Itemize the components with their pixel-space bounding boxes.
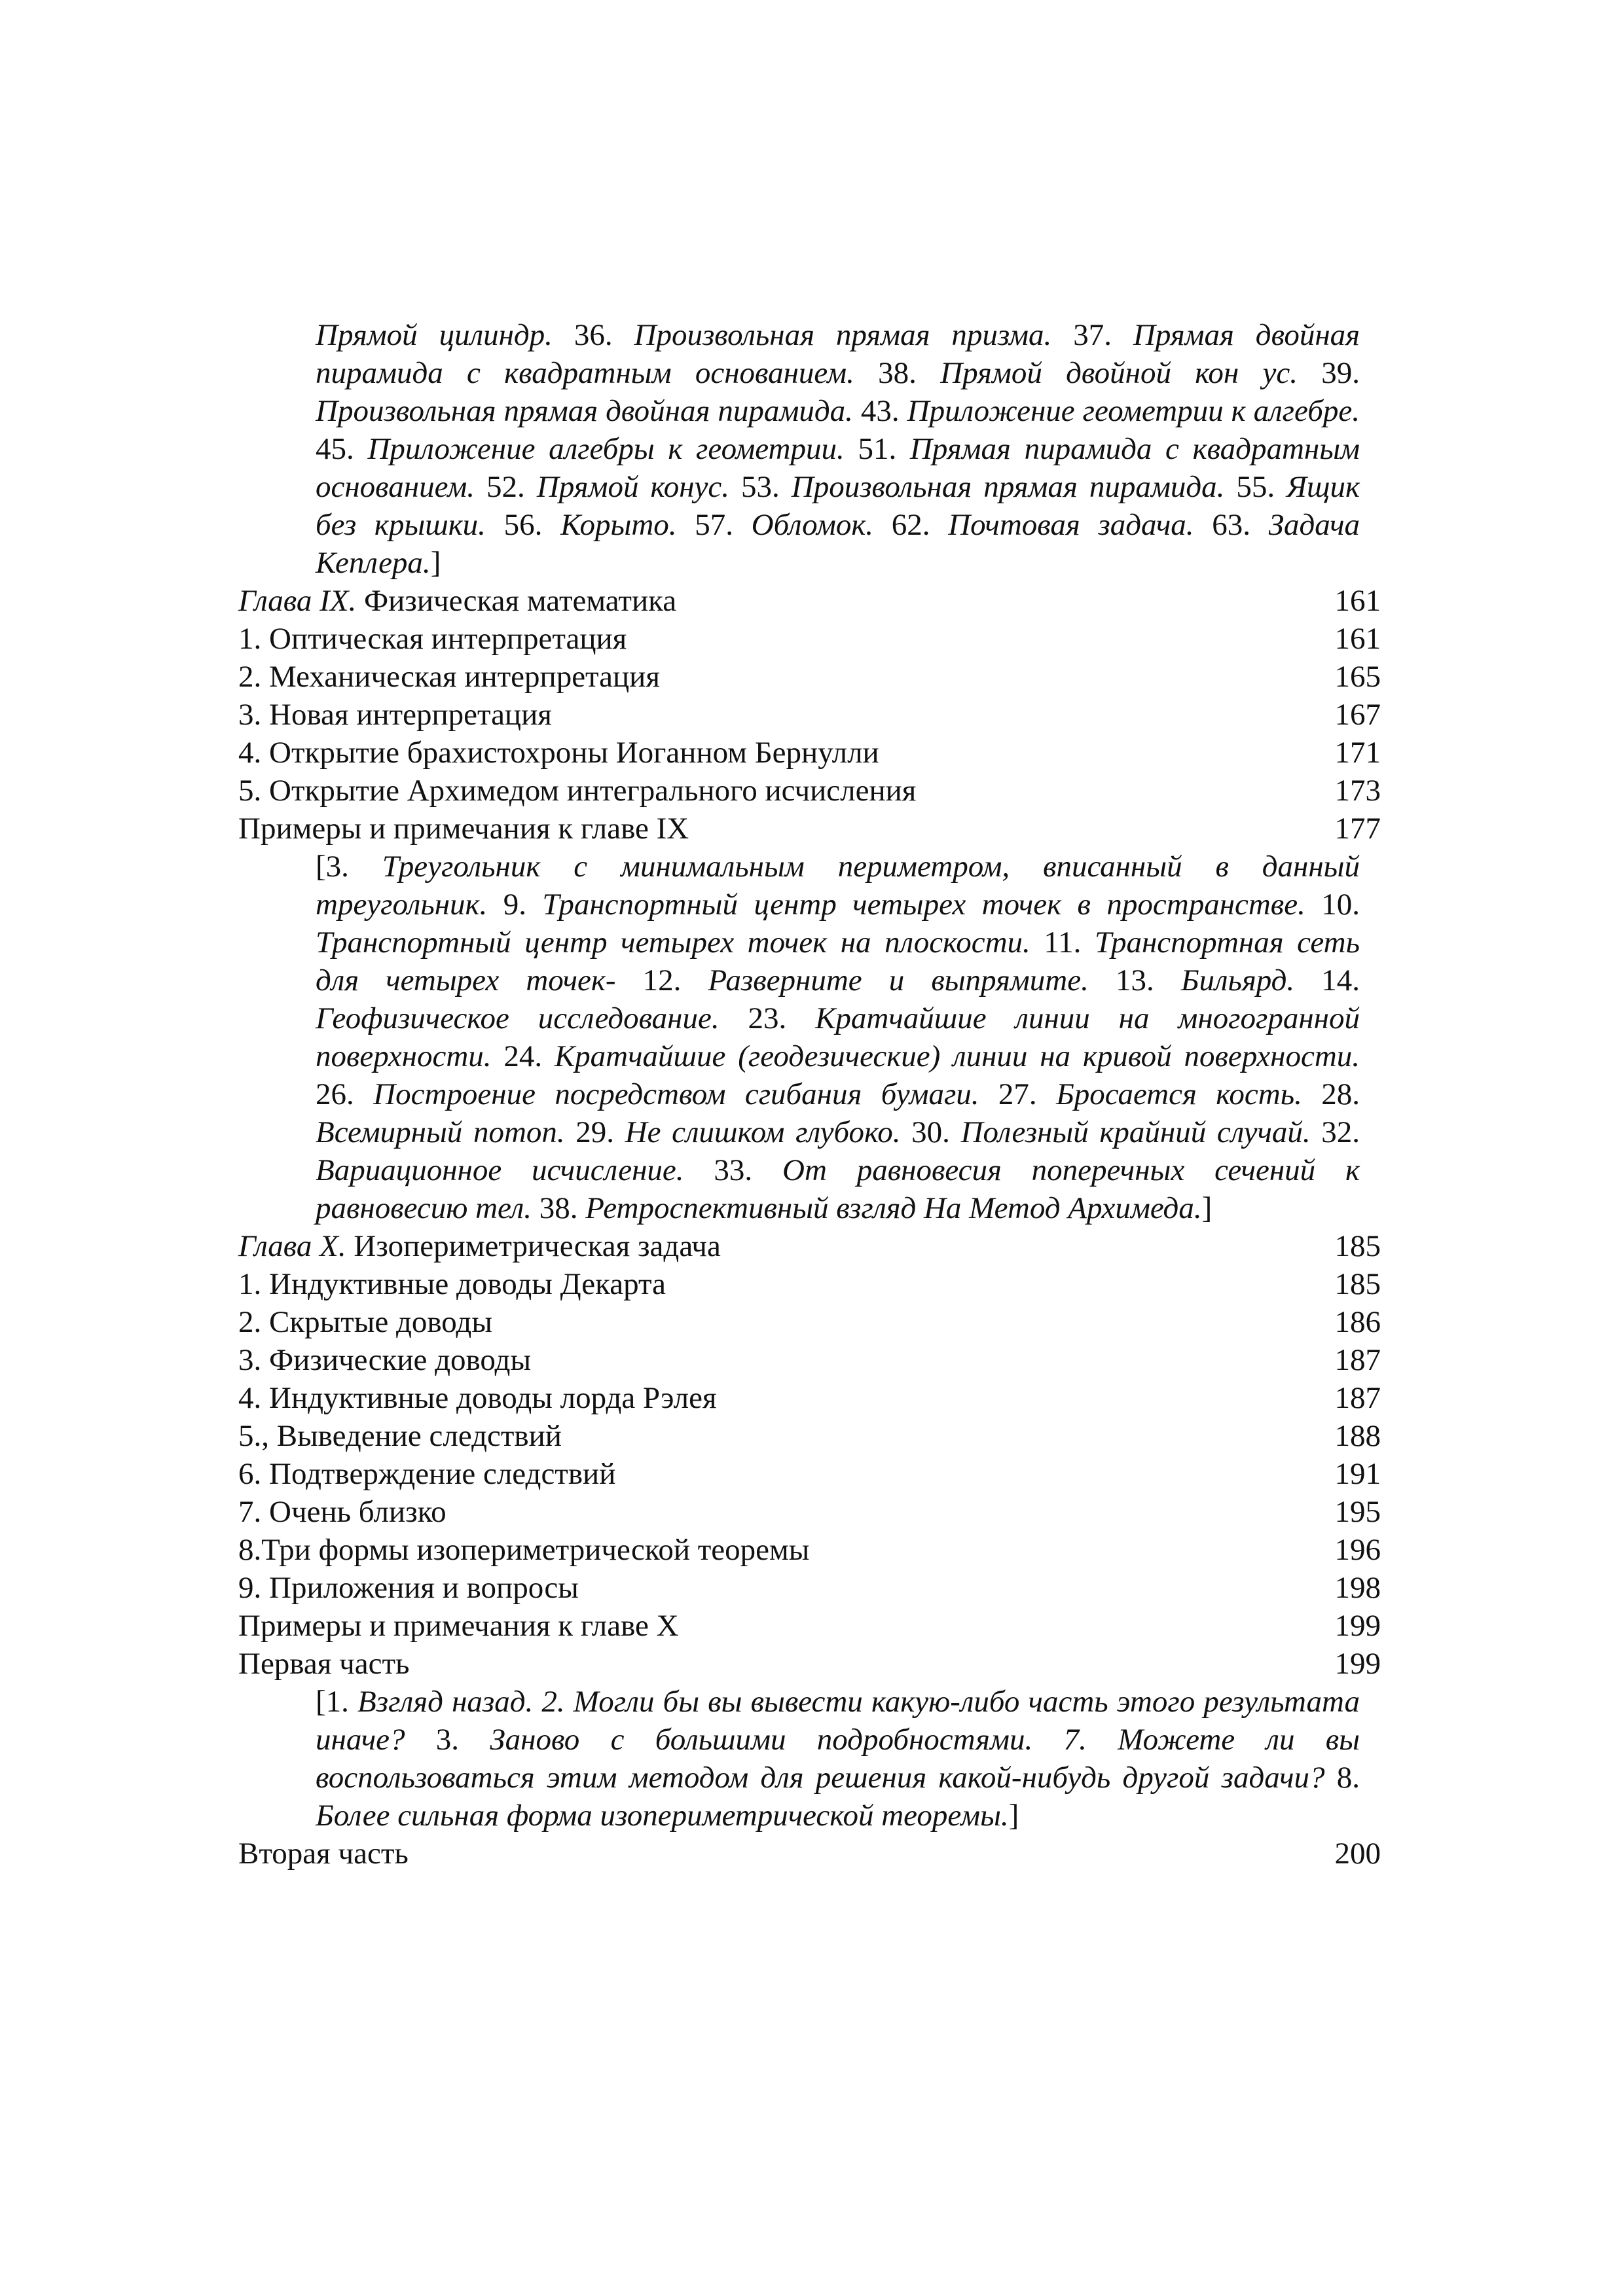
toc-page-number: 171 xyxy=(1334,736,1381,770)
toc-page-number: 173 xyxy=(1334,774,1381,808)
toc-page-number: 199 xyxy=(1334,1609,1381,1643)
toc-entry xyxy=(238,1531,1381,1569)
annotation-title: Почтовая задача. xyxy=(948,508,1194,542)
annotation-number: 29. xyxy=(564,1115,625,1149)
toc-page-number: 188 xyxy=(1334,1419,1381,1453)
annotation-number: 3. xyxy=(405,1723,490,1757)
annotation-title: Транспортная сеть для четырех точек- xyxy=(316,925,1360,997)
toc-page-number: 185 xyxy=(1334,1229,1381,1263)
toc-entry xyxy=(238,772,1381,810)
toc-annotation xyxy=(316,1683,1360,1835)
toc-entry-title xyxy=(238,658,660,696)
annotation-title: Взгляд назад. 2. Могли бы вы вывести какую-либо часть этого результата иначе? xyxy=(316,1685,1360,1757)
annotation-title: Всемирный потоп. xyxy=(316,1115,565,1149)
annotation-title: От равновесия поперечных сечений к равновесию тел. xyxy=(316,1153,1360,1225)
annotation-title: Ящик без крышки. xyxy=(316,470,1360,542)
toc-entry-text: 6. Подтверждение следствий xyxy=(238,1457,616,1491)
annotation-title: Бросается кость. xyxy=(1056,1077,1302,1111)
annotation-title: Транспортный центр четырех точек на плоскости. xyxy=(316,925,1030,960)
toc-entry-title xyxy=(238,810,689,848)
toc-entry-text: 5., Выведение следствий xyxy=(238,1419,562,1453)
toc-entry xyxy=(238,1645,1381,1683)
annotation-title: Разверните и выпрямите. xyxy=(708,963,1089,997)
annotation-title: Приложение алгебры к геометрии. xyxy=(367,432,845,466)
toc-page-number: 198 xyxy=(1334,1571,1381,1605)
annotation-number: 27. xyxy=(979,1077,1057,1111)
annotation-number: 57. xyxy=(676,508,752,542)
toc-entry-text: 8.Три формы изопериметрической теоремы xyxy=(238,1533,810,1567)
annotation-title: Заново с большими подробностями. 7. Можете ли вы воспользоваться этим методом для решения какой-нибудь другой задачи? xyxy=(316,1723,1360,1795)
annotation-number: 32. xyxy=(1310,1115,1360,1149)
toc-page-number: 200 xyxy=(1334,1837,1381,1871)
toc-entry-text: Примеры и примечания к главе X xyxy=(238,1609,679,1643)
toc-entry-title xyxy=(238,696,552,734)
toc-entry-title xyxy=(238,1531,809,1569)
toc-entry xyxy=(238,1303,1381,1341)
toc-page-number: 161 xyxy=(1334,584,1381,618)
toc-page-number: 177 xyxy=(1334,812,1381,846)
toc-page-number: 165 xyxy=(1334,660,1381,694)
toc-page-number: 191 xyxy=(1334,1457,1381,1491)
toc-entry-title xyxy=(238,620,627,658)
toc-entry-text: 4. Индуктивные доводы лорда Рэлея xyxy=(238,1381,717,1415)
toc-entry xyxy=(238,810,1381,848)
chapter-label: Глава IX. xyxy=(238,584,357,618)
annotation-number: 24. xyxy=(491,1039,555,1073)
annotation-number: 56. xyxy=(485,508,561,542)
toc-entry xyxy=(238,696,1381,734)
annotation-title: Приложение геометрии к алгебре. xyxy=(907,394,1360,428)
toc-entry-title xyxy=(238,734,879,772)
toc-entry-text: 1. Оптическая интерпретация xyxy=(238,622,627,656)
toc-entry xyxy=(238,658,1381,696)
toc-entry xyxy=(238,582,1381,620)
annotation-number: 62. xyxy=(873,508,949,542)
toc-entry-title xyxy=(238,772,916,810)
annotation-title: Кратчайшие (геодезические) линии на кривой поверхности. xyxy=(554,1039,1360,1073)
toc-entry-text: 4. Открытие брахистохроны Иоганном Бернулли xyxy=(238,736,879,770)
annotation-number: 37. xyxy=(1051,318,1133,352)
toc-entry-text: Изопериметрическая задача xyxy=(346,1229,721,1263)
annotation-title: Ретроспективный взгляд На Метод Архимеда. xyxy=(585,1191,1202,1225)
annotation-number: 9. xyxy=(487,888,543,922)
toc-entry-title xyxy=(238,582,676,620)
annotation-title: Корыто. xyxy=(560,508,677,542)
toc-entry-text: 1. Индуктивные доводы Декарта xyxy=(238,1267,666,1301)
toc-entry xyxy=(238,1607,1381,1645)
annotation-title: Прямой конус. xyxy=(536,470,729,504)
toc-annotation xyxy=(316,316,1360,582)
toc-entry-text: 7. Очень близко xyxy=(238,1495,447,1529)
annotation-number: 38. xyxy=(532,1191,586,1225)
annotation-number: 14. xyxy=(1294,963,1360,997)
toc-page-number: 161 xyxy=(1334,622,1381,656)
annotation-title: Транспортный центр четырех точек в пространстве. xyxy=(542,888,1305,922)
toc-entry-text: 3. Физические доводы xyxy=(238,1343,532,1377)
toc-entry-text: Вторая часть xyxy=(238,1837,409,1871)
annotation-number: 12. xyxy=(615,963,708,997)
toc-page-number: 185 xyxy=(1334,1267,1381,1301)
annotation-title: Обломок. xyxy=(751,508,874,542)
annotation-title: Построение посредством сгибания бумаги. xyxy=(373,1077,979,1111)
toc-entry-text: 3. Новая интерпретация xyxy=(238,698,552,732)
annotation-number: 55. xyxy=(1224,470,1287,504)
toc-entry xyxy=(238,1569,1381,1607)
annotation-number: 23. xyxy=(719,1001,816,1035)
annotation-title: Бильярд. xyxy=(1180,963,1295,997)
annotation-title: Прямая двойная пирамида с квадратным основанием. xyxy=(316,318,1360,390)
annotation-title: Не слишком глубоко. xyxy=(625,1115,901,1149)
annotation-number: 45. xyxy=(316,432,368,466)
toc-page-number: 187 xyxy=(1334,1343,1381,1377)
toc-entry-title xyxy=(238,1341,531,1379)
toc-annotation xyxy=(316,848,1360,1227)
toc-page-number: 186 xyxy=(1334,1305,1381,1339)
annotation-number: [3. xyxy=(316,850,382,884)
annotation-title: Произвольная прямая двойная пирамида. xyxy=(316,394,853,428)
toc-entry xyxy=(238,1341,1381,1379)
annotation-title: Более сильная форма изопериметрической теоремы. xyxy=(316,1799,1009,1833)
annotation-number: 38. xyxy=(854,356,941,390)
table-of-contents xyxy=(238,316,1381,1873)
annotation-title: Треугольник с минимальным периметром, вписанный в данный треугольник. xyxy=(316,850,1360,922)
toc-entry-text: 9. Приложения и вопросы xyxy=(238,1571,579,1605)
annotation-title: Полезный крайний случай. xyxy=(960,1115,1311,1149)
annotation-number: ] xyxy=(1008,1799,1019,1833)
annotation-title: Прямой двойной кон ус. xyxy=(940,356,1298,390)
toc-entry-text: Физическая математика xyxy=(356,584,677,618)
toc-entry xyxy=(238,734,1381,772)
toc-entry xyxy=(238,1417,1381,1455)
annotation-title: Произвольная прямая пирамида. xyxy=(791,470,1225,504)
annotation-title: Прямой цилиндр. xyxy=(316,318,553,352)
toc-entry xyxy=(238,1265,1381,1303)
annotation-title: Произвольная прямая призма. xyxy=(634,318,1052,352)
annotation-number: 53. xyxy=(729,470,792,504)
toc-entry-title xyxy=(238,1645,409,1683)
toc-entry-title xyxy=(238,1835,409,1873)
toc-entry-title xyxy=(238,1493,447,1531)
toc-entry-text: Примеры и примечания к главе IX xyxy=(238,812,689,846)
annotation-number: 30. xyxy=(900,1115,961,1149)
toc-page-number: 195 xyxy=(1334,1495,1381,1529)
toc-page-number: 196 xyxy=(1334,1533,1381,1567)
toc-entry xyxy=(238,1227,1381,1265)
annotation-number: ] xyxy=(430,546,441,580)
toc-entry-title xyxy=(238,1607,679,1645)
annotation-number: 8. xyxy=(1324,1761,1360,1795)
toc-entry-text: 5. Открытие Архимедом интегрального исчисления xyxy=(238,774,917,808)
toc-entry-title xyxy=(238,1417,562,1455)
annotation-number: ] xyxy=(1201,1191,1213,1225)
annotation-number: 11. xyxy=(1030,925,1095,960)
toc-entry xyxy=(238,1493,1381,1531)
toc-entry xyxy=(238,620,1381,658)
annotation-number: 26. xyxy=(316,1077,374,1111)
annotation-number: 13. xyxy=(1088,963,1181,997)
annotation-number: [1. xyxy=(316,1685,358,1719)
toc-entry-title xyxy=(238,1569,579,1607)
toc-page-number: 199 xyxy=(1334,1647,1381,1681)
toc-entry-text: Первая часть xyxy=(238,1647,410,1681)
toc-entry xyxy=(238,1835,1381,1873)
annotation-number: 43. xyxy=(852,394,907,428)
annotation-number: 51. xyxy=(844,432,910,466)
annotation-title: Геофизическое исследование. xyxy=(316,1001,720,1035)
annotation-number: 39. xyxy=(1297,356,1360,390)
toc-entry-title xyxy=(238,1379,717,1417)
annotation-number: 33. xyxy=(684,1153,783,1187)
toc-entry-text: 2. Скрытые доводы xyxy=(238,1305,492,1339)
annotation-number: 36. xyxy=(552,318,634,352)
toc-entry xyxy=(238,1455,1381,1493)
toc-entry-title xyxy=(238,1455,615,1493)
annotation-number: 28. xyxy=(1302,1077,1360,1111)
toc-entry-title xyxy=(238,1303,492,1341)
toc-entry xyxy=(238,1379,1381,1417)
toc-entry-text: 2. Механическая интерпретация xyxy=(238,660,660,694)
annotation-title: Вариационное исчисление. xyxy=(316,1153,684,1187)
annotation-title: Задача Кеплера. xyxy=(316,508,1360,580)
toc-page-number: 187 xyxy=(1334,1381,1381,1415)
chapter-label: Глава X. xyxy=(238,1229,346,1263)
annotation-number: 52. xyxy=(475,470,537,504)
toc-page-number: 167 xyxy=(1334,698,1381,732)
toc-entry-title xyxy=(238,1265,666,1303)
annotation-title: Кратчайшие линии на многогранной поверхности. xyxy=(316,1001,1360,1073)
toc-entry-title xyxy=(238,1227,721,1265)
annotation-title: Прямая пирамида с квадратным основанием. xyxy=(316,432,1360,504)
annotation-number: 63. xyxy=(1194,508,1269,542)
annotation-number: 10. xyxy=(1305,888,1360,922)
